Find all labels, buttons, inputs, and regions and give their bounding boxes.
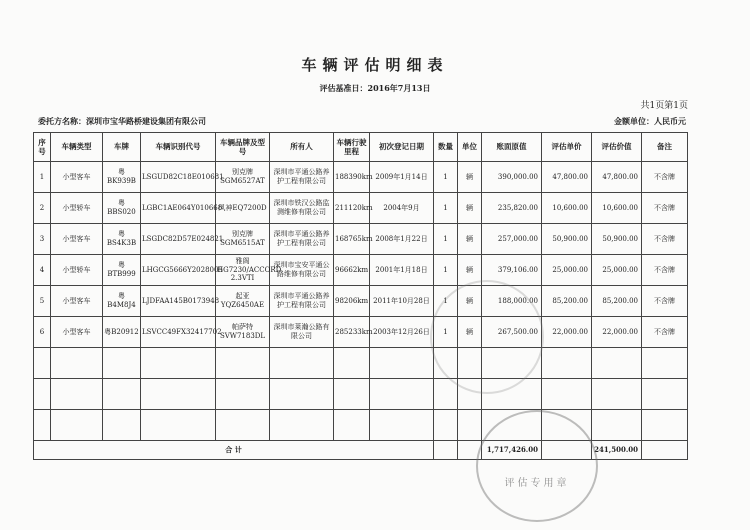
cell-unit-price: 25,000.00 (542, 255, 592, 286)
cell-type: 小型客车 (51, 286, 103, 317)
cell-note: 不含牌 (642, 224, 688, 255)
col-header: 评估单价 (542, 133, 592, 162)
cell-note: 不含牌 (642, 286, 688, 317)
table-row (34, 255, 688, 286)
cell-value: 22,000.00 (592, 317, 642, 348)
table-row (34, 286, 688, 317)
cell-book: 188,000.00 (482, 286, 542, 317)
col-header: 车辆识别代号 (141, 133, 216, 162)
cell-unit: 辆 (458, 317, 482, 348)
cell-type: 小型客车 (51, 224, 103, 255)
cell-value: 50,900.00 (592, 224, 642, 255)
cell-unit: 辆 (458, 255, 482, 286)
base-date: 评估基准日：2016年7月13日 (319, 83, 431, 93)
cell-no: 1 (34, 162, 51, 193)
cell-unit: 辆 (458, 286, 482, 317)
empty-row (34, 379, 688, 410)
table-row (34, 317, 688, 348)
cell-plate: 粤BBS020 (103, 193, 141, 224)
cell-brand: 别克牌SGM6515AT (216, 224, 270, 255)
cell-brand: 帕萨特SVW7183DL (216, 317, 270, 348)
cell-unit-price: 10,600.00 (542, 193, 592, 224)
cell-vin: LHGCG5666Y2028005 (141, 255, 216, 286)
cell-no: 2 (34, 193, 51, 224)
cell-no: 4 (34, 255, 51, 286)
cell-unit-price: 22,000.00 (542, 317, 592, 348)
empty-row (34, 348, 688, 379)
cell-type: 小型轿车 (51, 255, 103, 286)
cell-qty: 1 (434, 317, 458, 348)
col-header: 所有人 (270, 133, 334, 162)
empty-row (34, 410, 688, 441)
table-row (34, 224, 688, 255)
cell-owner: 深圳市平通公路养护工程有限公司 (270, 162, 334, 193)
cell-brand: 起亚YQZ6450AE (216, 286, 270, 317)
cell-note: 不含牌 (642, 255, 688, 286)
cell-no: 6 (34, 317, 51, 348)
cell-unit: 辆 (458, 193, 482, 224)
cell-value: 85,200.00 (592, 286, 642, 317)
col-header: 车辆行驶里程 (334, 133, 370, 162)
currency-unit: 金额单位：人民币元 (614, 116, 686, 126)
total-assessed-value: 241,500.00 (592, 441, 642, 460)
cell-brand: 风神EQ7200D (216, 193, 270, 224)
cell-note: 不含牌 (642, 317, 688, 348)
col-header: 账面原值 (482, 133, 542, 162)
table-row (34, 193, 688, 224)
cell-qty: 1 (434, 224, 458, 255)
cell-book: 379,106.00 (482, 255, 542, 286)
cell-plate: 粤B4M8J4 (103, 286, 141, 317)
client-name: 委托方名称：深圳市宝华路桥建设集团有限公司 (38, 116, 206, 126)
cell-reg-date: 2011年10月28日 (370, 286, 434, 317)
cell-type: 小型客车 (51, 317, 103, 348)
cell-plate: 粤BTB999 (103, 255, 141, 286)
vehicle-table (33, 132, 688, 460)
cell-unit: 辆 (458, 162, 482, 193)
cell-unit-price: 47,800.00 (542, 162, 592, 193)
cell-note: 不含牌 (642, 193, 688, 224)
cell-book: 235,820.00 (482, 193, 542, 224)
cell-vin: LSGUD82C18E010681 (141, 162, 216, 193)
cell-plate: 粤BS4K3B (103, 224, 141, 255)
cell-brand: 雅阁HG7230/ACCORD 2.3VTI (216, 255, 270, 286)
cell-no: 5 (34, 286, 51, 317)
col-header: 车牌 (103, 133, 141, 162)
cell-reg-date: 2009年1月14日 (370, 162, 434, 193)
cell-mileage: 98206km (334, 286, 370, 317)
seal-text: 评估专用章 (504, 478, 570, 489)
col-header: 数量 (434, 133, 458, 162)
cell-owner: 深圳市宝安平通公路维修有限公司 (270, 255, 334, 286)
cell-brand: 别克牌SGM6527AT (216, 162, 270, 193)
cell-book: 257,000.00 (482, 224, 542, 255)
cell-unit-price: 85,200.00 (542, 286, 592, 317)
cell-mileage: 96662km (334, 255, 370, 286)
col-header: 评估价值 (592, 133, 642, 162)
cell-owner: 深圳市铁汉公路监测维修有限公司 (270, 193, 334, 224)
cell-qty: 1 (434, 193, 458, 224)
cell-book: 267,500.00 (482, 317, 542, 348)
cell-plate: 粤BK939B (103, 162, 141, 193)
cell-vin: LSGDC82D57E024821 (141, 224, 216, 255)
cell-plate: 粤B20912 (103, 317, 141, 348)
cell-value: 25,000.00 (592, 255, 642, 286)
cell-owner: 深圳市莱瀚公路有限公司 (270, 317, 334, 348)
cell-book: 390,000.00 (482, 162, 542, 193)
cell-owner: 深圳市平通公路养护工程有限公司 (270, 224, 334, 255)
cell-type: 小型轿车 (51, 193, 103, 224)
col-header: 车辆品牌及型号 (216, 133, 270, 162)
cell-vin: LSVCC49FX32417702 (141, 317, 216, 348)
document-title: 车辆评估明细表 (301, 56, 449, 74)
cell-mileage: 168765km (334, 224, 370, 255)
cell-vin: LGBC1AE064Y010668 (141, 193, 216, 224)
total-label: 合 计 (34, 441, 434, 460)
cell-note: 不含牌 (642, 162, 688, 193)
cell-qty: 1 (434, 286, 458, 317)
appraisal-seal (476, 410, 598, 522)
cell-vin: LJDFAA145B0173948 (141, 286, 216, 317)
cell-no: 3 (34, 224, 51, 255)
col-header: 序号 (34, 133, 51, 162)
cell-owner: 深圳市平通公路养护工程有限公司 (270, 286, 334, 317)
cell-mileage: 285233km (334, 317, 370, 348)
cell-mileage: 188390km (334, 162, 370, 193)
cell-reg-date: 2001年1月18日 (370, 255, 434, 286)
header-row (34, 133, 688, 162)
cell-reg-date: 2008年1月22日 (370, 224, 434, 255)
cell-reg-date: 2004年9月 (370, 193, 434, 224)
col-header: 备注 (642, 133, 688, 162)
table-row (34, 162, 688, 193)
cell-unit-price: 50,900.00 (542, 224, 592, 255)
cell-unit: 辆 (458, 224, 482, 255)
cell-qty: 1 (434, 162, 458, 193)
cell-value: 47,800.00 (592, 162, 642, 193)
page-info: 共1页第1页 (640, 101, 688, 111)
cell-qty: 1 (434, 255, 458, 286)
col-header: 初次登记日期 (370, 133, 434, 162)
cell-mileage: 211120km (334, 193, 370, 224)
cell-reg-date: 2003年12月26日 (370, 317, 434, 348)
total-book-value: 1,717,426.00 (482, 441, 542, 460)
col-header: 单位 (458, 133, 482, 162)
faint-seal (430, 280, 544, 394)
cell-value: 10,600.00 (592, 193, 642, 224)
col-header: 车辆类型 (51, 133, 103, 162)
cell-type: 小型客车 (51, 162, 103, 193)
